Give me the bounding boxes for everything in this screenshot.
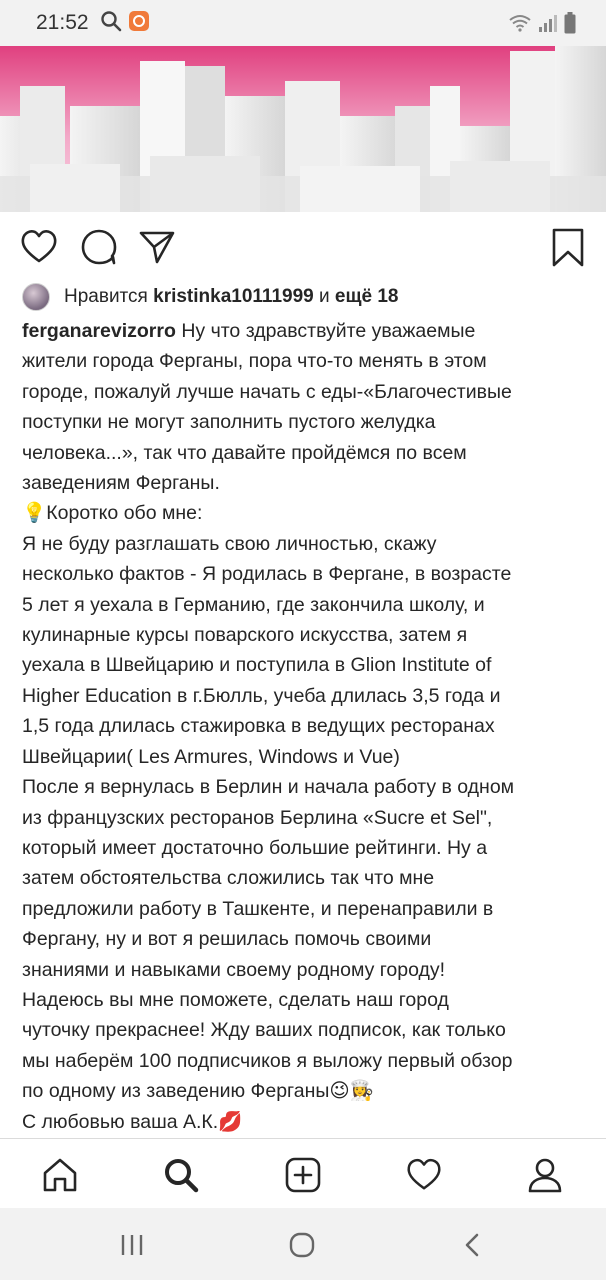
caption-line: чуточку прекраснее! Жду ваших подписок, как только bbox=[22, 1019, 506, 1042]
status-time: 21:52 bbox=[36, 11, 89, 34]
caption-line: городе, пожалуй лучше начать с еды-«Благочестивые bbox=[22, 380, 512, 403]
home-circle-icon bbox=[288, 1231, 316, 1259]
caption-line: мы наберём 100 подписчиков я выложу первый обзор bbox=[22, 1049, 513, 1072]
caption-line: знаниями и навыками своему родному городу! bbox=[22, 958, 446, 981]
caption-line: заведениям Ферганы. bbox=[22, 472, 220, 495]
caption-line: поступки не могут заполнить пустого желудка bbox=[22, 411, 436, 434]
caption-line: 5 лет я уехала в Германию, где закончила школу, и bbox=[22, 593, 485, 616]
caption-line: 💡Коротко обо мне: bbox=[22, 502, 203, 525]
caption-line: 1,5 года длилась стажировка в ведущих ресторанах bbox=[22, 715, 495, 738]
caption-line: После я вернулась в Берлин и начала работу в одном bbox=[22, 776, 515, 799]
caption-line: человека...», так что давайте пройдёмся по всем bbox=[22, 441, 467, 464]
caption-line: Ну что здравствуйте уважаемые bbox=[181, 320, 476, 342]
wifi-icon bbox=[508, 13, 532, 33]
caption-line: предложили работу в Ташкенте, и перенаправили в bbox=[22, 897, 494, 920]
recent-apps-icon bbox=[119, 1233, 145, 1257]
caption-line: Я не буду разглашать свою личностью, скажу bbox=[22, 532, 437, 555]
nav-add-post-button[interactable] bbox=[283, 1155, 323, 1195]
comment-icon[interactable] bbox=[80, 228, 118, 266]
share-icon[interactable] bbox=[138, 228, 176, 266]
likes-row[interactable] bbox=[22, 282, 398, 312]
caption-line: Фергану, ну и вот я решилась помочь своими bbox=[22, 928, 432, 951]
city-banner-image bbox=[0, 46, 606, 212]
bookmark-icon[interactable] bbox=[550, 228, 586, 268]
heart-icon[interactable] bbox=[20, 228, 58, 266]
caption-line: уехала в Швейцарию и поступила в Glion Institute of bbox=[22, 654, 492, 677]
activity-heart-icon bbox=[406, 1157, 442, 1193]
search-icon bbox=[163, 1157, 199, 1193]
caption-line: Higher Education в г.Бюлль, учеба длилась 3,5 года и bbox=[22, 684, 501, 707]
caption-username[interactable]: ferganarevizorro bbox=[22, 320, 176, 342]
back-icon bbox=[462, 1232, 482, 1258]
caption-line: который имеет достаточно большие рейтинги. Ну а bbox=[22, 836, 488, 859]
caption-line: несколько фактов - Я родилась в Фергане, в возрасте bbox=[22, 563, 512, 586]
signal-icon bbox=[538, 13, 558, 33]
post-image[interactable] bbox=[0, 46, 606, 212]
liker-avatar[interactable] bbox=[22, 283, 50, 311]
system-home-button[interactable] bbox=[282, 1230, 322, 1260]
caption-line: жители города Ферганы, пора что-то менять в этом bbox=[22, 350, 487, 373]
search-icon bbox=[100, 10, 122, 32]
nav-profile-button[interactable] bbox=[525, 1155, 565, 1195]
add-post-icon bbox=[285, 1157, 321, 1193]
nav-search-button[interactable] bbox=[161, 1155, 201, 1195]
caption-line: из французских ресторанов Берлина «Sucre et Sel", bbox=[22, 806, 493, 829]
nav-home-button[interactable] bbox=[40, 1155, 80, 1195]
back-button[interactable] bbox=[452, 1230, 492, 1260]
caption-line: Швейцарии( Les Armures, Windows и Vue) bbox=[22, 745, 400, 768]
caption-line: по одному из заведению Ферганы😉👩‍🍳 bbox=[22, 1080, 374, 1103]
likes-conj: и bbox=[319, 286, 330, 307]
liker-username[interactable]: kristinka10111999 bbox=[153, 286, 314, 307]
caption-line: кулинарные курсы поварского искусства, затем я bbox=[22, 624, 468, 647]
system-nav-bar bbox=[0, 1208, 606, 1280]
home-icon bbox=[42, 1157, 78, 1193]
notification-app-icon bbox=[128, 10, 150, 32]
profile-icon bbox=[527, 1157, 563, 1193]
caption-line: С любовью ваша А.К.💋 bbox=[22, 1110, 243, 1133]
caption-line: затем обстоятельства сложились так что мне bbox=[22, 867, 435, 890]
post-action-row bbox=[0, 222, 606, 272]
post-caption bbox=[22, 316, 592, 1137]
status-bar bbox=[0, 0, 606, 46]
bottom-nav bbox=[0, 1138, 606, 1208]
likes-more[interactable]: ещё 18 bbox=[334, 286, 399, 307]
likes-prefix: Нравится bbox=[64, 286, 148, 307]
recent-apps-button[interactable] bbox=[112, 1230, 152, 1260]
battery-icon bbox=[564, 12, 576, 34]
nav-activity-button[interactable] bbox=[404, 1155, 444, 1195]
caption-line: Надеюсь вы мне поможете, сделать наш город bbox=[22, 988, 449, 1011]
